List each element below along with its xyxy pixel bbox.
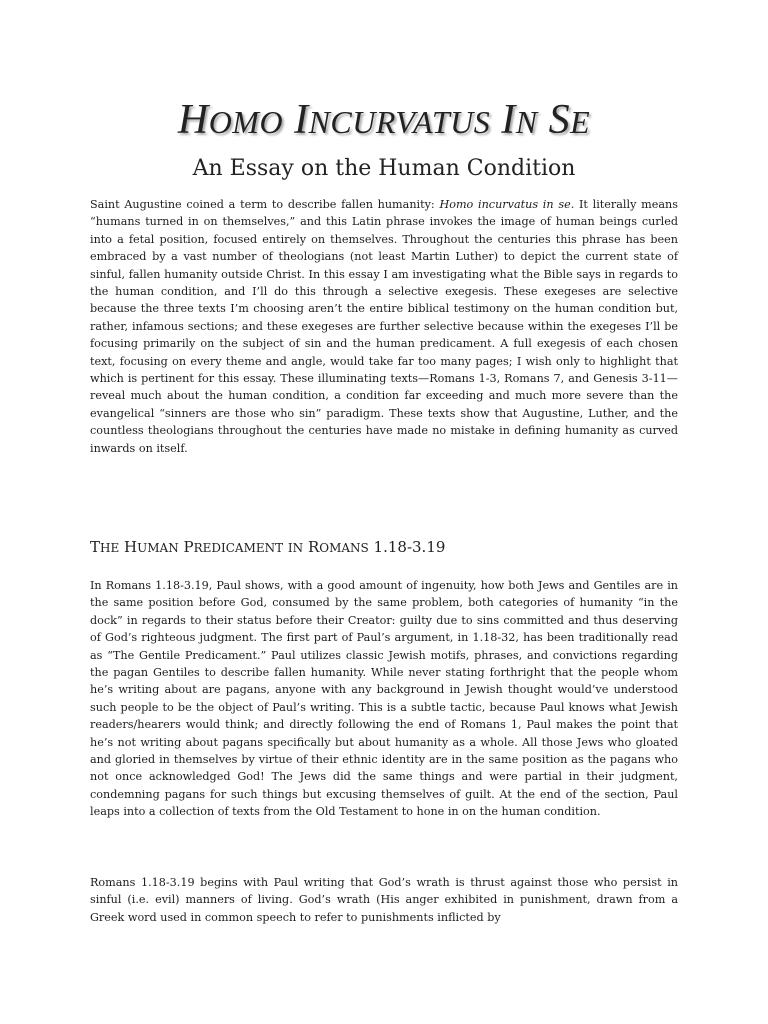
essay-subtitle: An Essay on the Human Condition — [192, 156, 576, 181]
body-paragraph-romans-overview: In Romans 1.18-3.19, Paul shows, with a good amount of ingenuity, how both Jews and Gentiles are in the same position before God, consumed by the same problem, both categories of humanity “in the dock” in regards to their status before their Creator: guilty due to sins committed and thus deserving of God’s righteous judgment. The first part of Paul’s argument, in 1.18-32, has been traditionally read as “The Gentile Predicament.” Paul utilizes classic Jewish motifs, phrases, and convictions regarding the pagan Gentiles to describe fallen humanity. While never stating forthright that the people whom he’s writing about are pagans, anyone with any background in Jewish thought would’ve understood such people to be the object of Paul’s writing. This is a subtle tactic, because Paul knows what Jewish readers/hearers would think; and directly following the end of Romans 1, Paul makes the point that he’s not writing about pagans specifically but about humanity as a whole. All those Jews who gloated and gloried in themselves by virtue of their ethnic identity are in the same position as the pagans who not once acknowledged God! The Jews did the same things and were partial in their judgment, condemning pagans for such things but excusing themselves of guilt. At the end of the section, Paul leaps into a collection of texts from the Old Testament to hone in on the human condition. — [90, 579, 678, 819]
essay-title — [0, 96, 768, 144]
intro-paragraph: Saint Augustine coined a term to describe fallen humanity: Homo incurvatus in se. It literally means “humans turned in on themselves,” and this Latin phrase invokes the image of human beings curled into a fetal position, focused entirely on themselves. Throughout the centuries this phrase has been embraced by a vast number of theologians (not least Martin Luther) to depict the current state of sinful, fallen humanity outside Christ. In this essay I am investigating what the Bible says in regards to the human condition, and I’ll do this through a selective exegesis. These exegeses are selective because the three texts I’m choosing aren’t the entire biblical testimony on the human condition but, rather, infamous sections; and these exegeses are further selective because within the exegeses I’ll be focusing primarily on the subject of sin and the human predicament. A full exegesis of each chosen text, focusing on every theme and angle, would take far too many pages; I wish only to highlight that which is pertinent for this essay. These illuminating texts—Romans 1-3, Romans 7, and Genesis 3-11—reveal much about the human condition, a condition far exceeding and much more severe than the evangelical “sinners are those who sin” paradigm. These texts show that Augustine, Luther, and the countless theologians throughout the centuries have made no mistake in defining humanity as curved inwards on itself. — [90, 198, 678, 455]
title-word-se: SE — [548, 97, 591, 143]
title-word-homo: HOMO — [177, 97, 284, 143]
latin-phrase: Homo incurvatus in se — [439, 198, 571, 211]
section-heading: THE HUMAN PREDICAMENT IN ROMANS 1.18-3.19 — [90, 538, 446, 556]
title-word-in: IN — [501, 97, 538, 143]
body-paragraph-gods-wrath: Romans 1.18-3.19 begins with Paul writing that God’s wrath is thrust against those who persist in sinful (i.e. evil) manners of living. God’s wrath (His anger exhibited in punishment, drawn from a Greek word used in common speech to refer to punishments inflicted by — [90, 876, 678, 924]
title-word-incurvatus: INCURVATUS — [294, 97, 491, 143]
